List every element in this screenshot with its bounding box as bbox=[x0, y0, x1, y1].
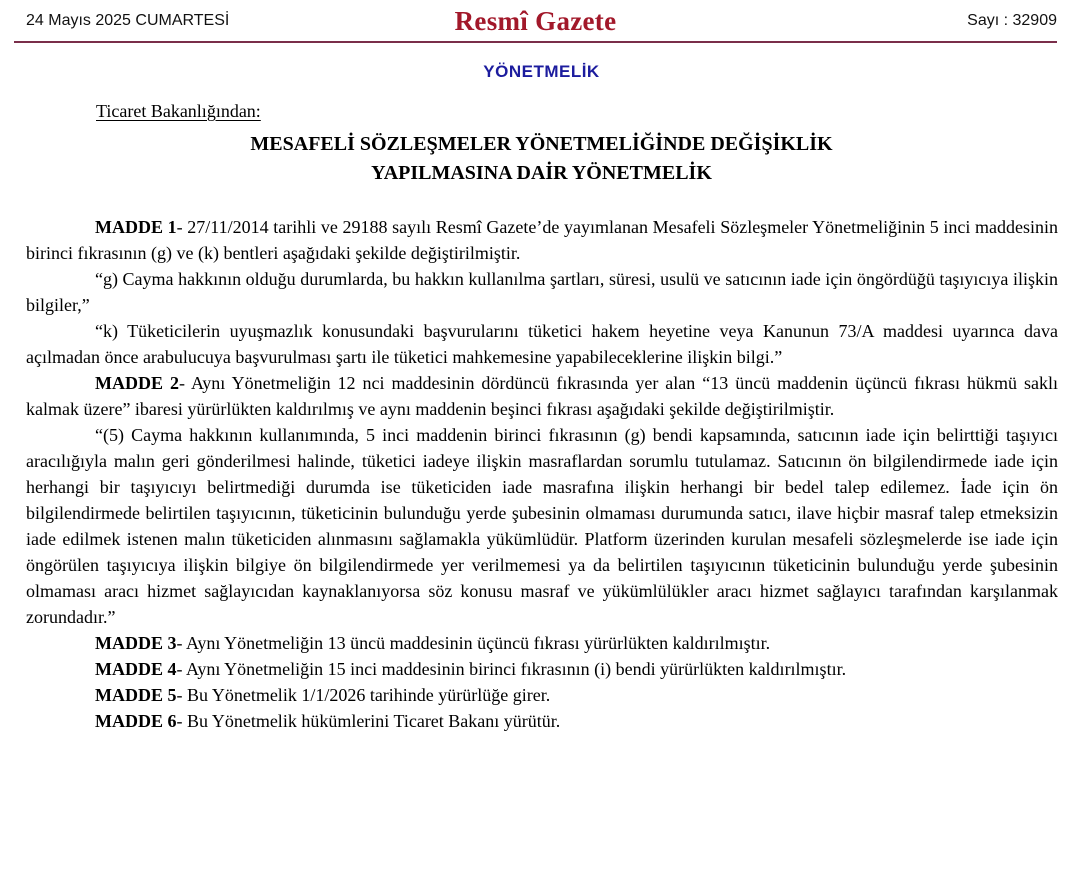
article-paragraph bbox=[26, 318, 1058, 370]
article-text: “g) Cayma hakkının olduğu durumlarda, bu hakkın kullanılma şartları, süresi, usulü ve satıcının iade için öngördüğü taşıyıcıya ilişkin bilgiler,” bbox=[26, 269, 1058, 315]
publication-date: 24 Mayıs 2025 CUMARTESİ bbox=[26, 12, 230, 29]
article-paragraph bbox=[26, 266, 1058, 318]
article-paragraph bbox=[26, 630, 1058, 656]
regulation-title-line: MESAFELİ SÖZLEŞMELER YÖNETMELİĞİNDE DEĞİŞİKLİK bbox=[250, 133, 833, 155]
article-paragraph bbox=[26, 214, 1058, 266]
article-text: - 27/11/2014 tarihli ve 29188 sayılı Resmî Gazete’de yayımlanan Mesafeli Sözleşmeler Yönetmeliğinin 5 inci maddesinin birinci fıkrasının (g) ve (k) bentleri aşağıdaki şekilde değiştirilmiştir. bbox=[26, 217, 1059, 263]
article-text: - Bu Yönetmelik hükümlerini Ticaret Bakanı yürütür. bbox=[176, 711, 561, 731]
article-paragraph bbox=[26, 708, 1058, 734]
article-label: MADDE 5 bbox=[95, 685, 177, 705]
article-paragraph bbox=[26, 656, 1058, 682]
article-label: MADDE 4 bbox=[95, 659, 177, 679]
article-text: - Aynı Yönetmeliğin 15 inci maddesinin birinci fıkrasının (i) bendi yürürlükten kaldırılmıştır. bbox=[176, 659, 847, 679]
article-text: - Aynı Yönetmeliğin 12 nci maddesinin dördüncü fıkrasında yer alan “13 üncü maddenin üçüncü fıkrası hükmü saklı kalmak üzere” ibaresi yürürlükten kaldırılmış ve aynı maddenin beşinci fıkrası aşağıdaki şekilde değiştirilmiştir. bbox=[26, 373, 1058, 419]
article-label: MADDE 2 bbox=[95, 373, 179, 393]
article-paragraph bbox=[26, 422, 1058, 630]
article-text: - Bu Yönetmelik 1/1/2026 tarihinde yürürlüğe girer. bbox=[176, 685, 551, 705]
article-text: - Aynı Yönetmeliğin 13 üncü maddesinin üçüncü fıkrası yürürlükten kaldırılmıştır. bbox=[176, 633, 771, 653]
regulation-body bbox=[26, 214, 1058, 734]
gazette-title: Resmî Gazete bbox=[454, 6, 617, 36]
regulation-title-line: YAPILMASINA DAİR YÖNETMELİK bbox=[371, 162, 712, 184]
article-paragraph bbox=[26, 682, 1058, 708]
article-text: “(5) Cayma hakkının kullanımında, 5 inci maddenin birinci fıkrasının (g) bendi kapsamında, satıcının iade için belirttiği taşıyıcı aracılığıyla malın geri gönderilmesi halinde, tüketici iadeye ilişkin masraflardan sorumlu tutulamaz. Satıcının ön bilgilendirmede iade için herhangi bir taşıyıcıyı belirtmediği durumda ise tüketiciden iade masrafına ilişkin herhangi bir bedel talep edilemez. İade için ön bilgilendirmede belirtilen taşıyıcının, tüketicinin bulunduğu yerde şubesinin olmaması durumunda satıcı, ilave hiçbir masraf talep etmeksizin iade edilmek istenen malın tüketiciden alınmasını sağlamakla yükümlüdür. Platform üzerinden kurulan mesafeli sözleşmelerde ise iade için öngörülen taşıyıcıya ilişkin bilgiye ön bilgilendirmede yer verilmemesi ya da belirtilen taşıyıcının tüketicinin bulunduğu yerde şubesinin olmaması aracı hizmet sağlayıcıdan kaynaklanıyorsa söz konusu masraf ve yükümlülükler aracı hizmet sağlayıcı tarafından karşılanmak zorundadır.” bbox=[26, 425, 1058, 627]
issue-number: Sayı : 32909 bbox=[967, 12, 1057, 29]
article-text: “k) Tüketicilerin uyuşmazlık konusundaki başvurularını tüketici hakem heyetine veya Kanunun 73/A maddesi uyarınca dava açılmadan önce arabulucuya başvurulması şartı ile tüketici mahkemesine yapabileceklerine ilişkin bilgi.” bbox=[26, 321, 1058, 367]
issuing-ministry: Ticaret Bakanlığından: bbox=[96, 101, 261, 121]
regulation-title bbox=[0, 130, 1071, 188]
section-title: YÖNETMELİK bbox=[483, 62, 600, 81]
article-label: MADDE 3 bbox=[95, 633, 177, 653]
article-label: MADDE 6 bbox=[95, 711, 177, 731]
article-label: MADDE 1 bbox=[95, 217, 177, 237]
masthead bbox=[14, 0, 1057, 43]
article-paragraph bbox=[26, 370, 1058, 422]
